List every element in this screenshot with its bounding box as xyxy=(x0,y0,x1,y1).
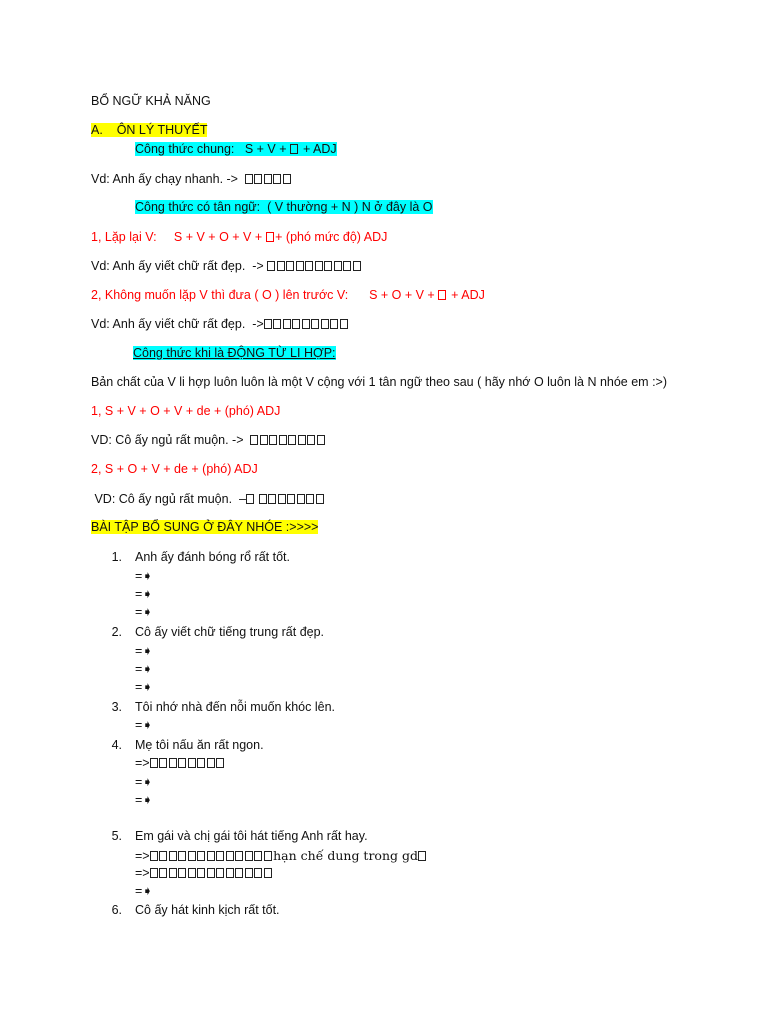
exercise-item: Cô ấy hát kinh kịch rất tốt. xyxy=(135,903,280,917)
answer-line: => xyxy=(135,866,273,881)
answer-arrow: =➧ xyxy=(135,662,153,676)
exercise-item: Tôi nhớ nhà đến nỗi muốn khóc lên. xyxy=(135,700,335,714)
answer-arrow: =➧ xyxy=(135,644,153,658)
exercise-item: Em gái và chị gái tôi hát tiếng Anh rất hay. xyxy=(135,829,368,843)
rule-1: 1, Lặp lại V: S + V + O + V + + (phó mức độ) ADJ xyxy=(91,230,388,244)
answer-arrow: =➧ xyxy=(135,605,153,619)
exercise-item: Cô ấy viết chữ tiếng trung rất đẹp. xyxy=(135,625,325,639)
answer-line: => hạn chế dung trong gd xyxy=(135,848,427,864)
example-2: Vd: Anh ấy viết chữ rất đẹp. -> xyxy=(91,259,362,274)
rule-2: 2, Không muốn lặp V thì đưa ( O ) lên trước V: S + O + V + + ADJ xyxy=(91,288,485,302)
formula-lihe: Công thức khi là ĐỘNG TỪ LI HỢP: xyxy=(133,346,336,360)
answer-arrow: =➧ xyxy=(135,793,153,807)
lihe-description: Bản chất của V li hợp luôn luôn là một V cộng với 1 tân ngữ theo sau ( hãy nhớ O luôn là N nhóe em :>) xyxy=(91,375,668,389)
answer-arrow: =➧ xyxy=(135,775,153,789)
answer-arrow: =➧ xyxy=(135,680,153,694)
answer-arrow: =➧ xyxy=(135,587,153,601)
example-5: VD: Cô ấy ngủ rất muộn. – xyxy=(91,492,325,507)
exercise-number: 5. xyxy=(111,829,122,843)
example-1: Vd: Anh ấy chạy nhanh. -> xyxy=(91,172,292,187)
exercise-number: 4. xyxy=(111,738,122,752)
exercise-header: BÀI TẬP BỔ SUNG Ở ĐÂY NHÓE :>>>> xyxy=(91,520,319,534)
exercise-item: Mẹ tôi nấu ăn rất ngon. xyxy=(135,738,264,752)
rule-4: 2, S + O + V + de + (phó) ADJ xyxy=(91,462,258,476)
answer-line: => xyxy=(135,756,226,771)
example-3: Vd: Anh ấy viết chữ rất đẹp. -> xyxy=(91,317,349,332)
example-4: VD: Cô ấy ngủ rất muộn. -> xyxy=(91,433,326,448)
exercise-number: 2. xyxy=(111,625,122,639)
answer-arrow: =➧ xyxy=(135,569,153,583)
exercise-number: 3. xyxy=(111,700,122,714)
formula-general: Công thức chung: S + V + + ADJ xyxy=(135,142,337,156)
answer-arrow: =➧ xyxy=(135,718,153,732)
exercise-number: 6. xyxy=(111,903,122,917)
answer-arrow: =➧ xyxy=(135,884,153,898)
rule-3: 1, S + V + O + V + de + (phó) ADJ xyxy=(91,404,281,418)
section-a-heading: A. ÔN LÝ THUYẾT xyxy=(91,123,208,137)
exercise-item: Anh ấy đánh bóng rổ rất tốt. xyxy=(135,550,290,564)
document-title: BỔ NGỮ KHẢ NĂNG xyxy=(91,94,211,108)
formula-object: Công thức có tân ngữ: ( V thường + N ) N ở đây là O xyxy=(135,200,433,214)
exercise-number: 1. xyxy=(111,550,122,564)
